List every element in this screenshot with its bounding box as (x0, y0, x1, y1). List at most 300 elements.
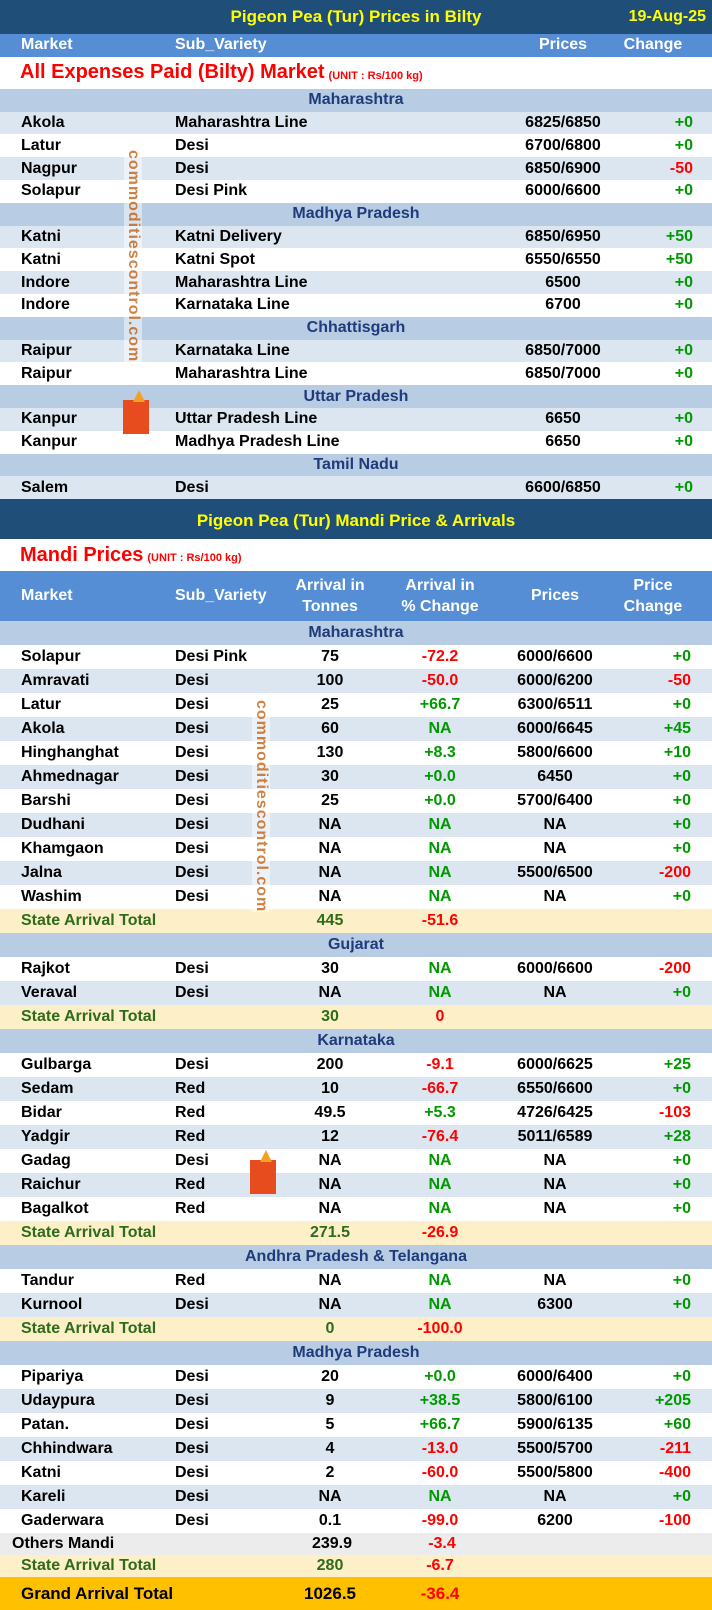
sub-variety-cell: Desi (175, 136, 209, 154)
arrival-pct-cell: -60.0 (421, 1464, 459, 1482)
price-cell: 6650 (545, 433, 581, 451)
table-row (0, 157, 712, 180)
mandi-unit: (UNIT : Rs/100 kg) (147, 552, 242, 565)
table-row (0, 1365, 712, 1389)
total-arrival: 30 (321, 1008, 339, 1026)
arrival-pct-cell: -9.1 (426, 1056, 454, 1074)
arrival-cell: NA (318, 864, 342, 882)
bilty-title: Pigeon Pea (Tur) Prices in Bilty (230, 7, 482, 26)
table-row (0, 1485, 712, 1509)
arrival-cell: 30 (321, 768, 339, 786)
change-cell: -50 (669, 159, 693, 177)
sub-variety-cell: Karnataka Line (175, 296, 290, 314)
state-total-row (0, 1221, 712, 1245)
price-cell: 6850/7000 (525, 341, 601, 359)
sub-variety-cell: Desi (175, 840, 209, 858)
arrival-cell: 2 (325, 1464, 335, 1482)
table-row (0, 885, 712, 909)
change-cell: +0 (674, 341, 693, 359)
sub-variety-cell: Desi (175, 1392, 209, 1410)
change-cell: +0 (672, 696, 691, 714)
sub-variety-cell: Karnataka Line (175, 341, 290, 359)
table-row (0, 1269, 712, 1293)
state-total-row (0, 909, 712, 933)
bilty-subtitle (0, 57, 712, 89)
sub-variety-cell: Red (175, 1272, 206, 1290)
table-row (0, 1197, 712, 1221)
arrival-pct-cell: +5.3 (424, 1104, 456, 1122)
arrival-cell: 100 (316, 672, 344, 690)
table-row (0, 226, 712, 249)
market-cell: Washim (21, 888, 82, 906)
sub-variety-cell: Desi (175, 672, 209, 690)
table-row (0, 1413, 712, 1437)
change-cell: +0 (674, 478, 693, 496)
change-cell: +0 (672, 888, 691, 906)
sub-variety-cell: Desi Pink (175, 648, 248, 666)
state-section-header (0, 1029, 712, 1053)
change-cell: +0 (672, 1176, 691, 1194)
sub-variety-cell: Desi (175, 888, 209, 906)
report-date: 19-Aug-25 (628, 8, 706, 25)
sub-variety-cell: Desi (175, 1464, 209, 1482)
table-row (0, 837, 712, 861)
total-label: State Arrival Total (21, 1224, 157, 1242)
arrival-pct-cell: -99.0 (421, 1512, 459, 1530)
arrival-pct-cell: +0.0 (424, 1368, 456, 1386)
market-cell: Latur (21, 136, 61, 154)
price-cell: 6650 (545, 410, 581, 428)
mandi-subtitle-text: Mandi Prices (20, 543, 144, 566)
market-cell: Akola (21, 113, 65, 131)
price-cell: 5800/6600 (517, 744, 593, 762)
arrival-cell: NA (318, 984, 342, 1002)
sub-variety-cell: Maharashtra Line (175, 113, 308, 131)
table-row (0, 741, 712, 765)
market-cell: Raichur (21, 1176, 81, 1194)
bilty-column-header (0, 34, 712, 57)
arrival-pct-cell: -50.0 (421, 672, 459, 690)
col-sub-variety: Sub_Variety (175, 587, 267, 605)
change-cell: -50 (667, 672, 691, 690)
table-row (0, 362, 712, 385)
arrival-pct-cell: NA (428, 1200, 452, 1218)
price-cell: 6000/6645 (517, 720, 593, 738)
price-cell: 6850/6900 (525, 159, 601, 177)
watermark-logo-icon (123, 400, 149, 434)
change-cell: +0 (672, 816, 691, 834)
arrival-cell: 75 (321, 648, 339, 666)
state-name: Gujarat (327, 936, 384, 954)
price-cell: 6550/6550 (525, 250, 601, 268)
change-cell: +50 (665, 227, 693, 245)
total-label: State Arrival Total (21, 912, 157, 930)
table-row (0, 1077, 712, 1101)
col-arrival (275, 575, 385, 617)
state-name: Chhattisgarh (306, 319, 406, 337)
price-cell: 6000/6600 (517, 960, 593, 978)
arrival-cell: 20 (321, 1368, 339, 1386)
price-cell: 5500/5800 (517, 1464, 593, 1482)
mandi-subtitle (0, 539, 712, 571)
price-cell: NA (543, 1200, 567, 1218)
market-cell: Barshi (21, 792, 71, 810)
change-cell: -400 (658, 1464, 691, 1482)
state-section-header (0, 1341, 712, 1365)
others-arrival: 239.9 (311, 1535, 353, 1553)
change-cell: +0 (672, 1152, 691, 1170)
price-cell: NA (543, 1176, 567, 1194)
sub-variety-cell: Desi (175, 744, 209, 762)
price-cell: 6450 (537, 768, 573, 786)
change-cell: +0 (672, 1368, 691, 1386)
arrival-cell: 10 (321, 1080, 339, 1098)
price-cell: 6700/6800 (525, 136, 601, 154)
change-cell: +0 (672, 1272, 691, 1290)
market-cell: Bagalkot (21, 1200, 89, 1218)
sub-variety-cell: Desi (175, 696, 209, 714)
col-prices: Prices (538, 36, 588, 54)
price-cell: 6300/6511 (517, 696, 593, 714)
market-cell: Katni (21, 250, 61, 268)
total-arrival: 271.5 (309, 1224, 351, 1242)
col-change: Change (623, 36, 683, 54)
market-cell: Kareli (21, 1488, 66, 1506)
table-row (0, 669, 712, 693)
change-cell: +0 (674, 273, 693, 291)
sub-variety-cell: Uttar Pradesh Line (175, 410, 318, 428)
sub-variety-cell: Desi (175, 1512, 209, 1530)
change-cell: +0 (674, 364, 693, 382)
table-row (0, 112, 712, 135)
state-section-header (0, 203, 712, 226)
price-cell: 6000/6625 (517, 1056, 593, 1074)
table-row (0, 431, 712, 454)
arrival-cell: 25 (321, 696, 339, 714)
sub-variety-cell: Red (175, 1176, 206, 1194)
price-cell: 5800/6100 (517, 1392, 593, 1410)
arrival-pct-cell: +66.7 (419, 1416, 461, 1434)
change-cell: +0 (672, 1080, 691, 1098)
arrival-cell: 200 (316, 1056, 344, 1074)
change-cell: -200 (658, 960, 691, 978)
arrival-cell: NA (318, 816, 342, 834)
table-row (0, 134, 712, 157)
market-cell: Gulbarga (21, 1056, 92, 1074)
state-total-row (0, 1555, 712, 1577)
grand-total-pct: -36.4 (420, 1583, 460, 1603)
watermark: commoditiescontrol.com (253, 700, 270, 913)
arrival-cell: 49.5 (314, 1104, 346, 1122)
market-cell: Rajkot (21, 960, 70, 978)
col-pct-line2: % Change (401, 598, 479, 616)
col-market: Market (21, 587, 73, 605)
sub-variety-cell: Desi (175, 792, 209, 810)
table-row (0, 957, 712, 981)
state-name: Andhra Pradesh & Telangana (245, 1248, 467, 1266)
arrival-pct-cell: NA (428, 1176, 452, 1194)
state-name: Madhya Pradesh (292, 205, 420, 223)
arrival-pct-cell: NA (428, 1488, 452, 1506)
state-section-header (0, 385, 712, 408)
sub-variety-cell: Madhya Pradesh Line (175, 433, 340, 451)
table-row (0, 408, 712, 431)
sub-variety-cell: Desi (175, 159, 209, 177)
change-cell: +25 (663, 1056, 691, 1074)
change-cell: +0 (672, 840, 691, 858)
arrival-cell: 0.1 (318, 1512, 342, 1530)
bilty-title-bar (0, 0, 712, 34)
market-cell: Hinghanghat (21, 744, 119, 762)
table-row (0, 1125, 712, 1149)
arrival-pct-cell: NA (428, 864, 452, 882)
change-cell: +60 (663, 1416, 691, 1434)
market-cell: Chhindwara (21, 1440, 113, 1458)
arrival-pct-cell: NA (428, 816, 452, 834)
price-cell: NA (543, 840, 567, 858)
sub-variety-cell: Red (175, 1200, 206, 1218)
price-cell: 5900/6135 (517, 1416, 593, 1434)
sub-variety-cell: Katni Spot (175, 250, 255, 268)
state-name: Maharashtra (308, 624, 404, 642)
arrival-cell: NA (318, 1272, 342, 1290)
table-row (0, 717, 712, 741)
sub-variety-cell: Katni Delivery (175, 227, 282, 245)
price-cell: 5700/6400 (517, 792, 593, 810)
table-row (0, 1509, 712, 1533)
sub-variety-cell: Red (175, 1080, 206, 1098)
table-row (0, 789, 712, 813)
sub-variety-cell: Desi (175, 1056, 209, 1074)
table-row (0, 693, 712, 717)
change-cell: +0 (674, 113, 693, 131)
state-total-row (0, 1317, 712, 1341)
arrival-pct-cell: NA (428, 888, 452, 906)
market-cell: Raipur (21, 341, 72, 359)
col-change-line2: Change (623, 598, 683, 616)
market-cell: Tandur (21, 1272, 75, 1290)
price-cell: 6550/6600 (517, 1080, 593, 1098)
change-cell: +0 (672, 792, 691, 810)
total-arrival: 0 (325, 1320, 335, 1338)
change-cell: +0 (674, 136, 693, 154)
table-row (0, 645, 712, 669)
price-cell: NA (543, 1488, 567, 1506)
price-cell: 6000/6600 (517, 648, 593, 666)
state-section-header (0, 454, 712, 477)
market-cell: Kanpur (21, 410, 77, 428)
change-cell: +0 (674, 433, 693, 451)
market-cell: Gaderwara (21, 1512, 104, 1530)
arrival-cell: NA (318, 1200, 342, 1218)
sub-variety-cell: Desi (175, 1368, 209, 1386)
sub-variety-cell: Desi (175, 960, 209, 978)
arrival-cell: 60 (321, 720, 339, 738)
sub-variety-cell: Red (175, 1128, 206, 1146)
state-section-header (0, 89, 712, 112)
bilty-table-body (0, 89, 712, 499)
price-cell: NA (543, 984, 567, 1002)
state-name: Tamil Nadu (313, 455, 399, 473)
change-cell: -200 (658, 864, 691, 882)
price-cell: 5500/5700 (517, 1440, 593, 1458)
bilty-subtitle-text: All Expenses Paid (Bilty) Market (20, 61, 325, 84)
table-row (0, 1461, 712, 1485)
arrival-cell: NA (318, 1488, 342, 1506)
sub-variety-cell: Desi (175, 768, 209, 786)
col-change-line1: Price (633, 577, 673, 595)
change-cell: +0 (674, 410, 693, 428)
state-section-header (0, 317, 712, 340)
price-cell: 5500/6500 (517, 864, 593, 882)
table-row (0, 1173, 712, 1197)
price-cell: NA (543, 1152, 567, 1170)
arrival-pct-cell: -13.0 (421, 1440, 459, 1458)
arrival-pct-cell: NA (428, 984, 452, 1002)
market-cell: Akola (21, 720, 65, 738)
table-row (0, 1101, 712, 1125)
arrival-cell: 130 (316, 744, 344, 762)
arrival-cell: 30 (321, 960, 339, 978)
col-arrival-pct (385, 575, 495, 617)
change-cell: +0 (674, 182, 693, 200)
col-pct-line1: Arrival in (405, 577, 475, 595)
table-row (0, 340, 712, 363)
state-section-header (0, 933, 712, 957)
table-row (0, 861, 712, 885)
sub-variety-cell: Maharashtra Line (175, 273, 308, 291)
market-cell: Ahmednagar (21, 768, 119, 786)
arrival-pct-cell: -72.2 (421, 648, 459, 666)
change-cell: -100 (658, 1512, 691, 1530)
total-pct: -100.0 (417, 1320, 463, 1338)
sub-variety-cell: Desi (175, 816, 209, 834)
price-cell: 6300 (537, 1296, 573, 1314)
change-cell: +0 (672, 984, 691, 1002)
mandi-table-body (0, 621, 712, 1610)
change-cell: +0 (672, 768, 691, 786)
change-cell: +0 (672, 1200, 691, 1218)
sub-variety-cell: Desi (175, 984, 209, 1002)
total-arrival: 445 (316, 912, 344, 930)
grand-total-arrival: 1026.5 (304, 1583, 356, 1603)
price-cell: NA (543, 888, 567, 906)
market-cell: Gadag (21, 1152, 71, 1170)
market-cell: Raipur (21, 364, 72, 382)
market-cell: Solapur (21, 648, 81, 666)
market-cell: Katni (21, 1464, 61, 1482)
change-cell: +45 (663, 720, 691, 738)
mandi-column-header (0, 571, 712, 621)
total-arrival: 280 (316, 1557, 344, 1575)
col-arrival-line1: Arrival in (295, 577, 365, 595)
change-cell: +0 (674, 296, 693, 314)
state-section-header (0, 621, 712, 645)
table-row (0, 180, 712, 203)
sub-variety-cell: Desi (175, 1416, 209, 1434)
total-label: State Arrival Total (21, 1320, 157, 1338)
table-row (0, 813, 712, 837)
state-total-row (0, 1005, 712, 1029)
change-cell: +205 (654, 1392, 691, 1410)
arrival-cell: 12 (321, 1128, 339, 1146)
market-cell: Sedam (21, 1080, 74, 1098)
price-cell: 6000/6200 (517, 672, 593, 690)
market-cell: Dudhani (21, 816, 85, 834)
arrival-pct-cell: NA (428, 1152, 452, 1170)
market-cell: Salem (21, 478, 69, 496)
others-mandi-row (0, 1533, 712, 1555)
price-cell: 6000/6400 (517, 1368, 593, 1386)
sub-variety-cell: Red (175, 1104, 206, 1122)
sub-variety-cell: Desi (175, 864, 209, 882)
change-cell: +0 (672, 1488, 691, 1506)
total-pct: -51.6 (421, 912, 459, 930)
market-cell: Bidar (21, 1104, 62, 1122)
mandi-title-bar (0, 503, 712, 539)
sub-variety-cell: Maharashtra Line (175, 364, 308, 382)
market-cell: Khamgaon (21, 840, 104, 858)
sub-variety-cell: Desi (175, 1488, 209, 1506)
arrival-cell: 25 (321, 792, 339, 810)
sub-variety-cell: Desi (175, 720, 209, 738)
sub-variety-cell: Desi (175, 1296, 209, 1314)
arrival-cell: 9 (325, 1392, 335, 1410)
arrival-cell: NA (318, 1152, 342, 1170)
bilty-unit: (UNIT : Rs/100 kg) (328, 69, 423, 82)
price-cell: 6500 (545, 273, 581, 291)
market-cell: Indore (21, 273, 70, 291)
table-row (0, 1053, 712, 1077)
price-cell: NA (543, 816, 567, 834)
price-cell: 6600/6850 (525, 478, 601, 496)
market-cell: Solapur (21, 182, 81, 200)
market-cell: Latur (21, 696, 61, 714)
sub-variety-cell: Desi Pink (175, 182, 248, 200)
arrival-pct-cell: +8.3 (424, 744, 456, 762)
others-pct: -3.4 (428, 1535, 456, 1553)
price-cell: 6200 (537, 1512, 573, 1530)
price-cell: NA (543, 1272, 567, 1290)
market-cell: Kurnool (21, 1296, 83, 1314)
col-prices: Prices (530, 587, 580, 605)
total-pct: -6.7 (426, 1557, 454, 1575)
table-row (0, 271, 712, 294)
change-cell: +50 (665, 250, 693, 268)
table-row (0, 1293, 712, 1317)
change-cell: +0 (672, 1296, 691, 1314)
col-arrival-line2: Tonnes (302, 598, 358, 616)
arrival-cell: 4 (325, 1440, 335, 1458)
col-sub-variety: Sub_Variety (175, 36, 267, 54)
change-cell: -103 (658, 1104, 691, 1122)
total-label: State Arrival Total (21, 1557, 157, 1575)
table-row (0, 1389, 712, 1413)
arrival-pct-cell: NA (428, 1272, 452, 1290)
market-cell: Udaypura (21, 1392, 95, 1410)
market-cell: Veraval (21, 984, 78, 1002)
table-row (0, 981, 712, 1005)
arrival-cell: NA (318, 1296, 342, 1314)
arrival-pct-cell: +66.7 (419, 696, 461, 714)
arrival-pct-cell: +38.5 (419, 1392, 461, 1410)
arrival-pct-cell: NA (428, 840, 452, 858)
col-price-change (615, 575, 709, 617)
price-cell: 5011/6589 (517, 1128, 593, 1146)
table-row (0, 765, 712, 789)
market-cell: Pipariya (21, 1368, 84, 1386)
table-row (0, 248, 712, 271)
